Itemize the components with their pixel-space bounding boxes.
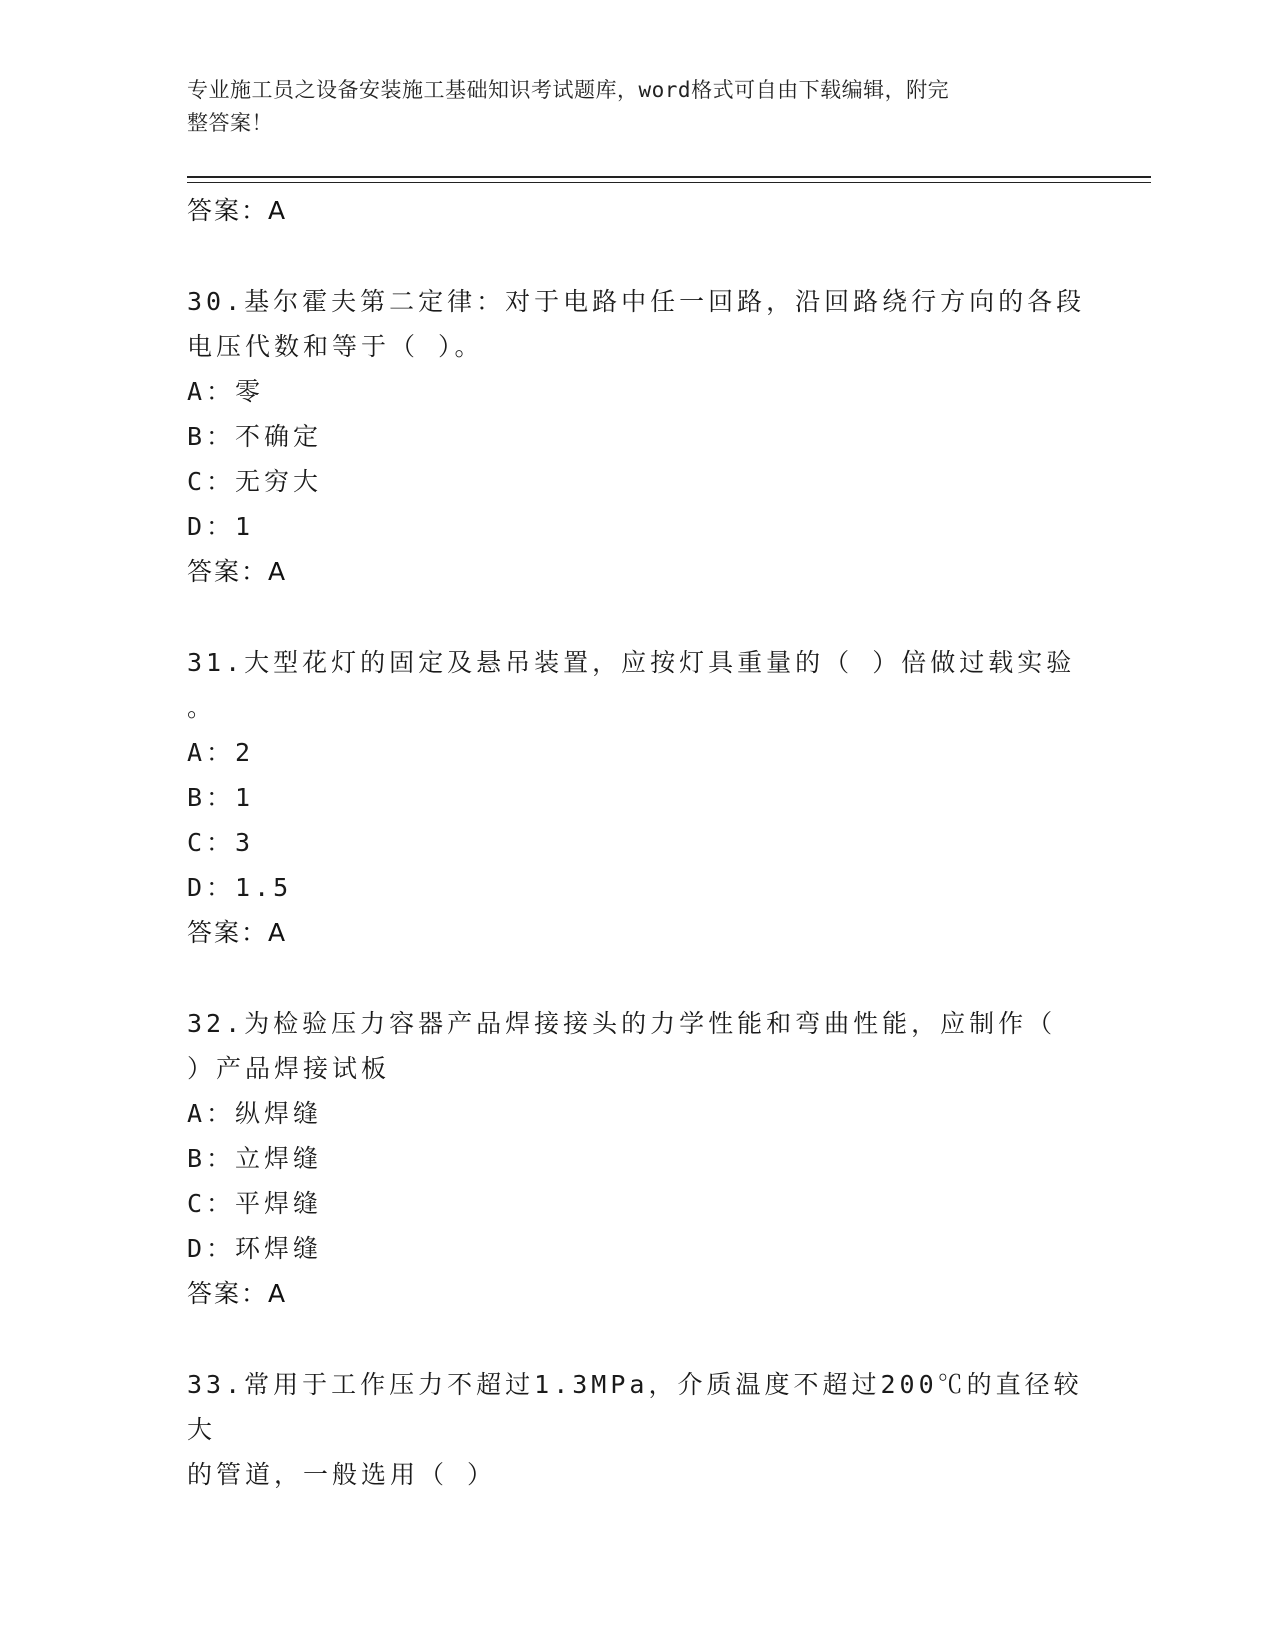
- option-a: A：纵焊缝: [187, 1099, 323, 1128]
- option-d: D：环焊缝: [187, 1234, 323, 1263]
- option-b: B：立焊缝: [187, 1144, 323, 1173]
- option-d: D：1: [187, 512, 255, 541]
- question-stem: 。: [187, 693, 217, 722]
- question-list: [187, 188, 1087, 1497]
- header-line-1: 专业施工员之设备安装施工基础知识考试题库，word格式可自由下载编辑，附完: [187, 78, 950, 102]
- answer-line: 答案：A: [187, 196, 288, 225]
- question-stem: 的管道，一般选用（ ）: [187, 1460, 497, 1489]
- option-c: C：无穷大: [187, 467, 323, 496]
- question-stem: 32.为检验压力容器产品焊接接头的力学性能和弯曲性能，应制作（: [187, 1009, 1057, 1038]
- answer-line: 答案：A: [187, 918, 288, 947]
- question-stem: 电压代数和等于（ ）。: [187, 332, 484, 361]
- question-33: [187, 1362, 1087, 1497]
- document-header: [187, 74, 1067, 140]
- answer-line: 答案：A: [187, 1279, 288, 1308]
- question-30: [187, 279, 1087, 594]
- question-stem: 33.常用于工作压力不超过1.3MPa，介质温度不超过200℃的直径较大: [187, 1370, 1083, 1444]
- option-d: D：1.5: [187, 873, 293, 902]
- option-a: A：2: [187, 738, 255, 767]
- option-b: B：1: [187, 783, 255, 812]
- option-c: C：平焊缝: [187, 1189, 323, 1218]
- question-31: [187, 640, 1087, 955]
- option-a: A：零: [187, 377, 265, 406]
- question-stem: 30.基尔霍夫第二定律：对于电路中任一回路，沿回路绕行方向的各段: [187, 287, 1086, 316]
- option-c: C：3: [187, 828, 255, 857]
- question-stem: 31.大型花灯的固定及悬吊装置，应按灯具重量的（ ）倍做过载实验: [187, 648, 1076, 677]
- header-divider-thin: [187, 182, 1151, 183]
- answer-line: 答案：A: [187, 557, 288, 586]
- question-stem: ）产品焊接试板: [187, 1054, 391, 1083]
- question-32: [187, 1001, 1087, 1316]
- option-b: B：不确定: [187, 422, 323, 451]
- header-line-2: 整答案！: [187, 111, 273, 135]
- header-divider-thick: [187, 176, 1151, 178]
